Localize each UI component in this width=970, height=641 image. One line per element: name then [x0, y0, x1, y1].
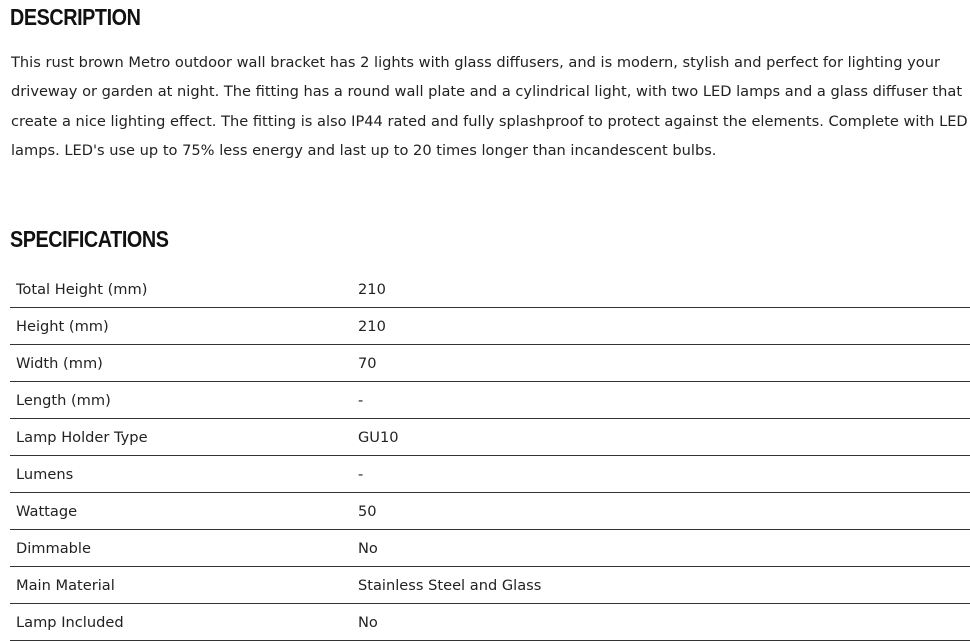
spec-value: - — [358, 456, 970, 493]
spec-value: 210 — [358, 271, 970, 308]
spec-value: - — [358, 382, 970, 419]
spec-label: Dimmable — [10, 530, 358, 567]
spec-row-height — [10, 308, 970, 345]
specifications-heading: SPECIFICATIONS — [10, 226, 169, 252]
spec-row-lamp-included — [10, 604, 970, 641]
spec-label: Lamp Holder Type — [10, 419, 358, 456]
spec-label: Height (mm) — [10, 308, 358, 345]
spec-label: Wattage — [10, 493, 358, 530]
spec-label: Width (mm) — [10, 345, 358, 382]
spec-row-lamp-holder-type — [10, 419, 970, 456]
spec-row-length — [10, 382, 970, 419]
spec-row-total-height — [10, 271, 970, 308]
spec-value: No — [358, 530, 970, 567]
spec-label: Main Material — [10, 567, 358, 604]
spec-value: No — [358, 604, 970, 641]
specifications-table — [10, 271, 970, 641]
spec-label: Total Height (mm) — [10, 271, 358, 308]
description-text: This rust brown Metro outdoor wall bracket has 2 lights with glass diffusers, and is modern, stylish and perfect for lighting your driveway or garden at night. The fitting has a round wall plate and a cylindrical light, with two LED lamps and a glass diffuser that create a nice lighting effect. The fitting is also IP44 rated and fully splashproof to protect against the elements. Complete with LED lamps. LED's use up to 75% less energy and last up to 20 times longer than incandescent bulbs. — [11, 54, 968, 159]
spec-value: GU10 — [358, 419, 970, 456]
spec-label: Lamp Included — [10, 604, 358, 641]
spec-label: Lumens — [10, 456, 358, 493]
spec-label: Length (mm) — [10, 382, 358, 419]
spec-value: 50 — [358, 493, 970, 530]
spec-value: 210 — [358, 308, 970, 345]
description-heading: DESCRIPTION — [10, 4, 141, 30]
spec-row-main-material — [10, 567, 970, 604]
spec-value: Stainless Steel and Glass — [358, 567, 970, 604]
spec-value: 70 — [358, 345, 970, 382]
spec-row-lumens — [10, 456, 970, 493]
spec-row-wattage — [10, 493, 970, 530]
spec-row-width — [10, 345, 970, 382]
spec-row-dimmable — [10, 530, 970, 567]
